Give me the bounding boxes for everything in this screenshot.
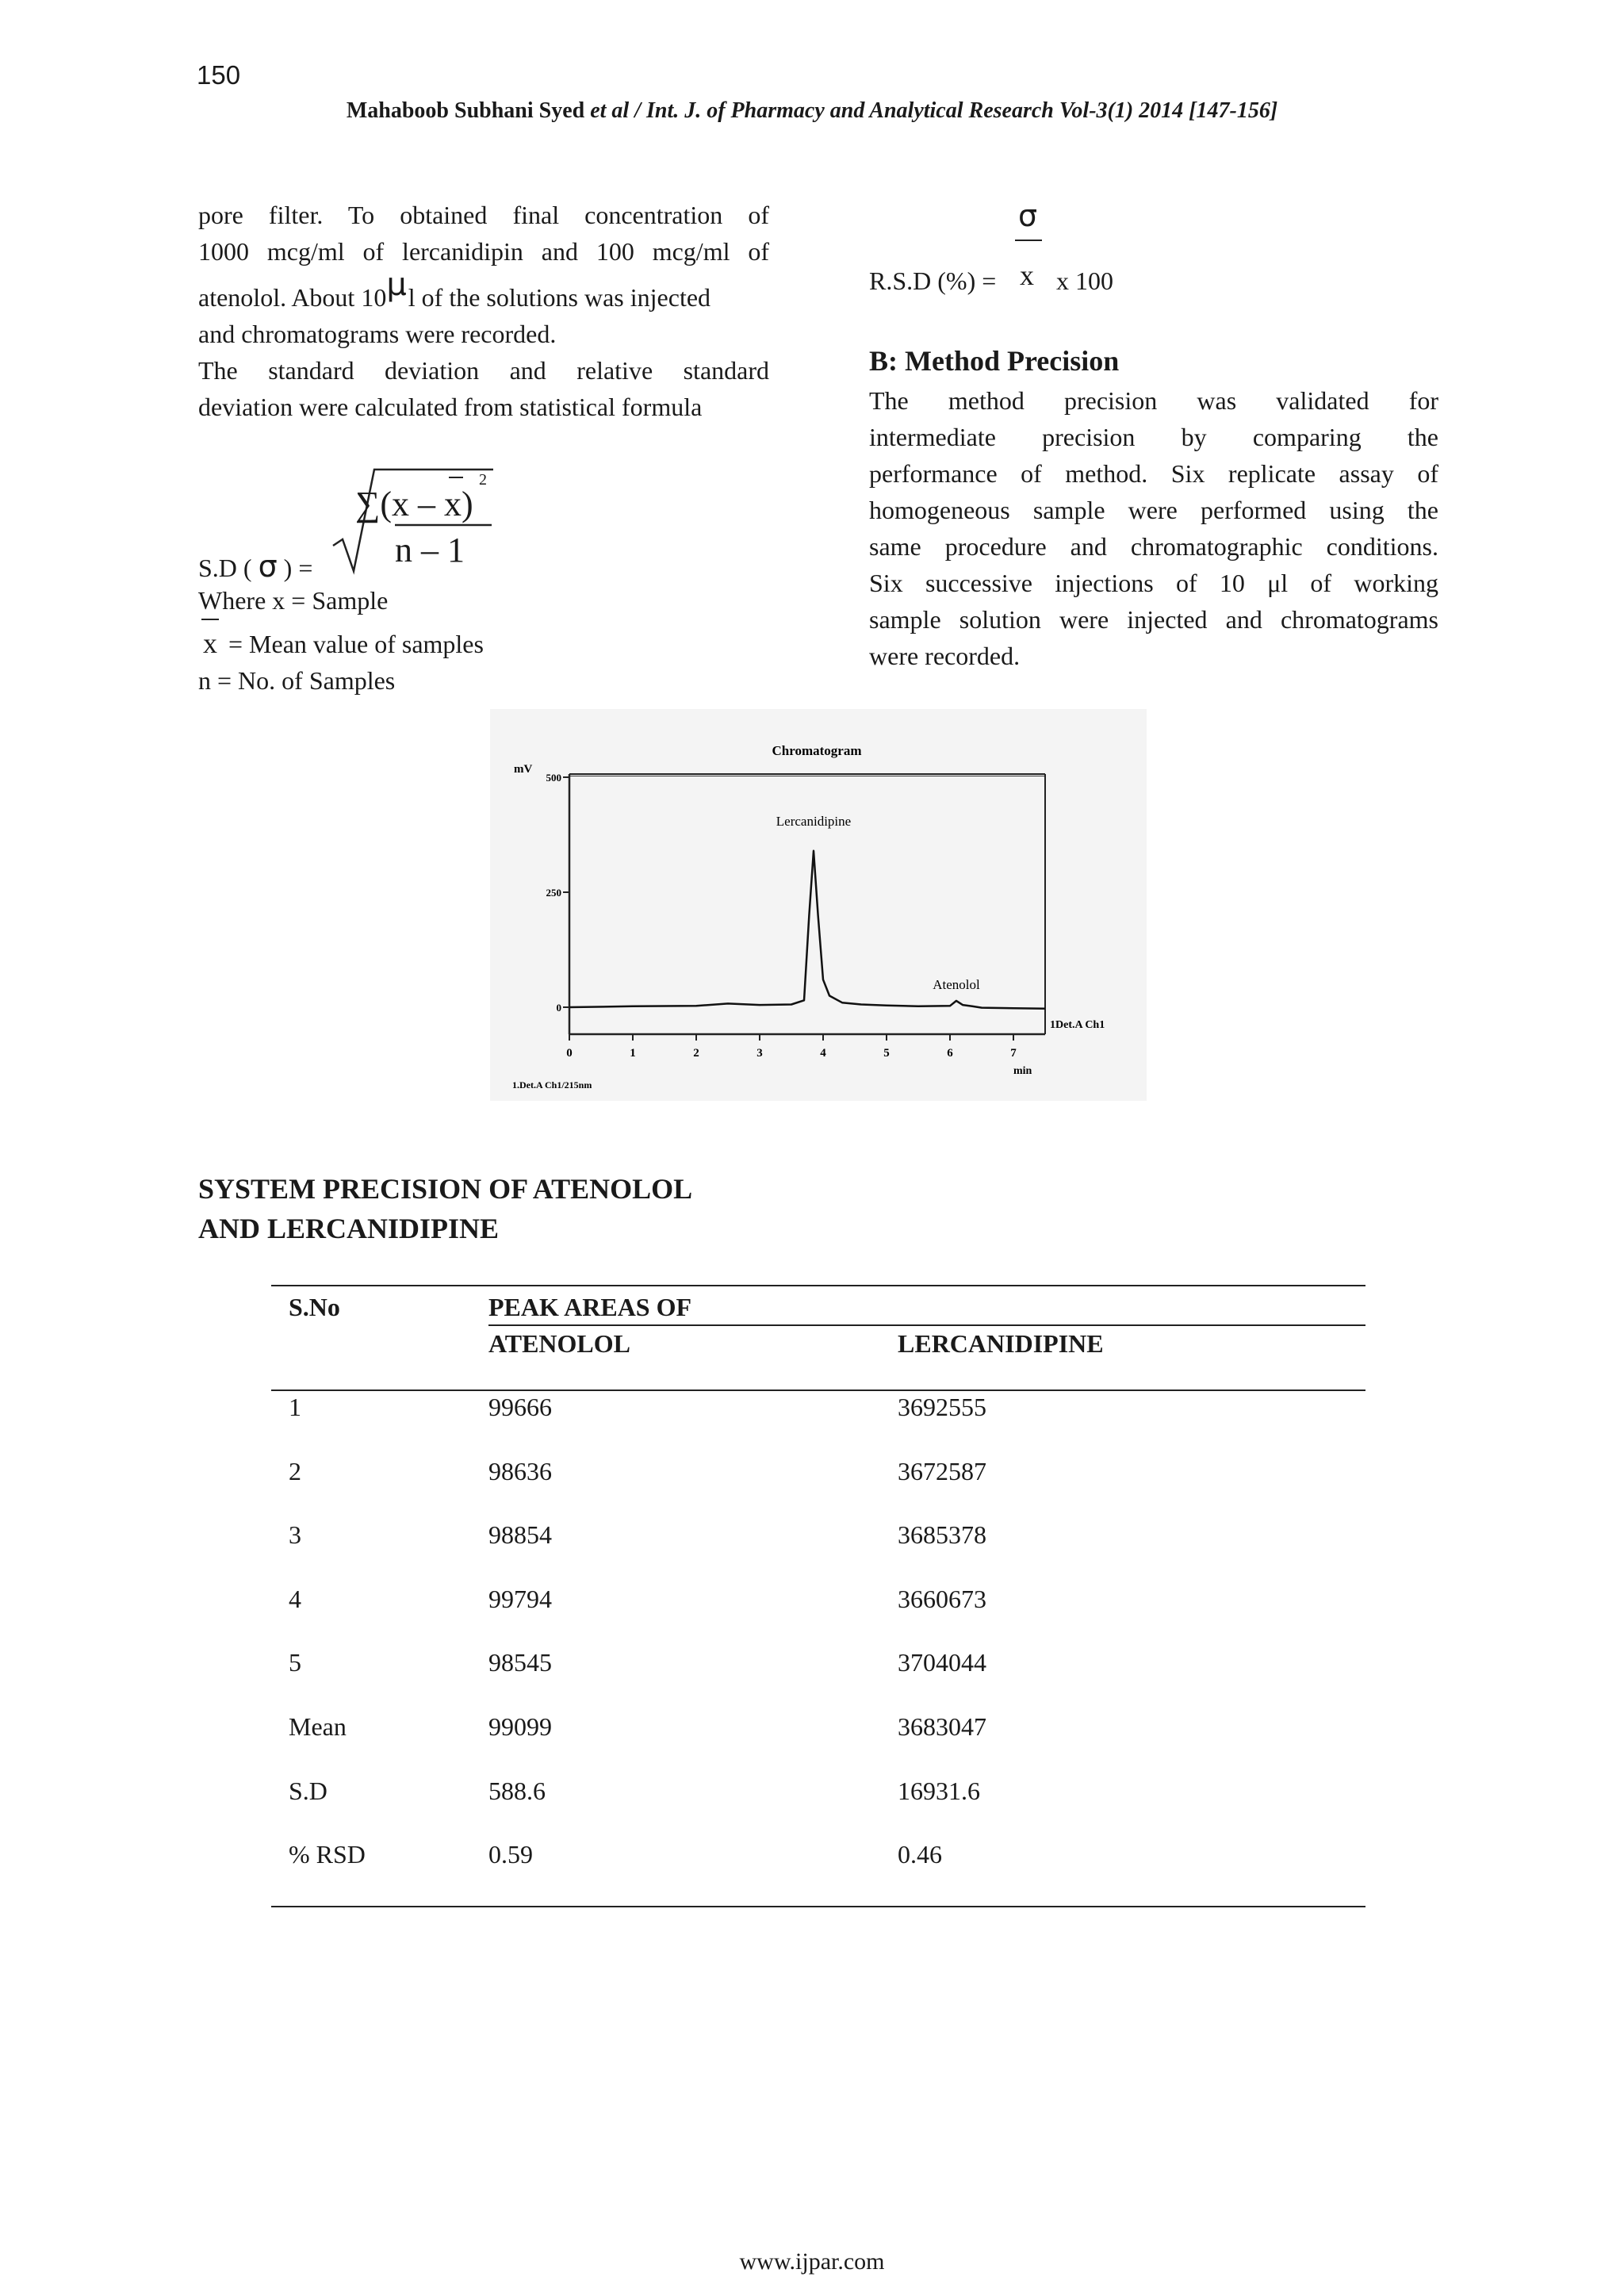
cell-atenolol: 99794 [488,1584,552,1613]
cell-sno: % RSD [289,1840,366,1869]
cell-sno: Mean [289,1711,347,1741]
cell-atenolol: 98854 [488,1520,552,1550]
mp-line-2: intermediate precision by comparing the [869,423,1438,451]
table-row [271,1711,1365,1775]
cell-sno: 5 [289,1648,301,1677]
cell-lercanidipine: 3692555 [898,1393,986,1421]
chart-ylabel: mV [514,763,533,776]
section-title-line-2: AND LERCANIDIPINE [198,1213,500,1244]
chart-bottom-label: 1.Det.A Ch1/215nm [512,1079,592,1091]
table-row [271,1775,1365,1839]
definitions [198,582,769,699]
running-head-author: Mahaboob Subhani Syed [346,98,585,123]
n-definition: n = No. of Samples [198,666,396,695]
mp-line-6: Six successive injections of 10 μl of working [869,569,1438,597]
xbar-symbol: x [203,625,217,661]
chart-background [490,709,1147,1101]
where-x: Where x = Sample [198,586,389,615]
y-tick-label: 250 [546,887,561,899]
footer-url: www.ijpar.com [739,2248,885,2275]
cell-lercanidipine: 16931.6 [898,1776,980,1805]
mp-line-5: same procedure and chromatographic conditions. [869,532,1438,561]
table-header-row-1 [271,1286,1365,1324]
left-line-1: pore filter. To obtained final concentration of [198,201,769,229]
left-line-4: and chromatograms were recorded. [198,320,557,348]
left-line-6: deviation were calculated from statistical formula [198,393,703,421]
cell-atenolol: 99099 [488,1711,552,1741]
table-row [271,1838,1365,1903]
rsd-label: R.S.D (%) = [869,266,997,295]
mp-line-3: performance of method. Six replicate assay of [869,459,1438,488]
rsd-x100: x 100 [1056,266,1113,295]
x-tick-label: 7 [1010,1047,1017,1060]
mu-symbol: μ [386,266,407,303]
left-line-5: The standard deviation and relative standard [198,356,769,385]
cell-lercanidipine: 3672587 [898,1456,986,1485]
chromatogram-figure [490,709,1147,1101]
sd-denominator: n – 1 [395,531,465,569]
xbar-definition: x = Mean value of samples [198,625,769,662]
cell-sno: 2 [289,1456,301,1485]
y-tick-label: 0 [556,1002,561,1014]
cell-lercanidipine: 3683047 [898,1711,986,1741]
mp-line-1: The method precision was validated for [869,386,1438,415]
cell-sno: 4 [289,1584,301,1613]
mp-line-4: homogeneous sample were performed using the [869,496,1438,524]
rsd-sigma-symbol: σ [1018,198,1038,233]
cell-lercanidipine: 0.46 [898,1840,942,1869]
table-bottom-rule [271,1906,1365,1907]
page-number: 150 [197,60,241,90]
cell-sno: S.D [289,1776,327,1805]
table-row [271,1519,1365,1583]
sd-formula [198,460,563,584]
cell-atenolol: 98545 [488,1648,552,1677]
table-row [271,1583,1365,1647]
rsd-x: x [1020,259,1034,291]
x-tick-label: 0 [566,1047,573,1060]
y-tick-label: 500 [546,772,561,784]
method-precision-paragraph [869,382,1438,674]
col-header-atenolol: ATENOLOL [488,1329,630,1358]
col-header-sno: S.No [289,1293,340,1321]
cell-lercanidipine: 3685378 [898,1520,986,1550]
table-row [271,1646,1365,1711]
cell-atenolol: 588.6 [488,1776,546,1805]
method-precision-heading: B: Method Precision [869,345,1120,377]
running-head [0,98,1624,124]
mp-line-7: sample solution were injected and chromatograms [869,605,1438,634]
x-tick-label: 1 [630,1047,636,1060]
cell-sno: 3 [289,1520,301,1550]
col-header-lercanidipine: LERCANIDIPINE [898,1329,1104,1358]
precision-table [271,1285,1365,1907]
section-title [198,1169,692,1248]
x-tick-label: 5 [883,1047,890,1060]
peak-label: Lercanidipine [776,813,852,829]
table-row [271,1391,1365,1455]
sd-exponent: 2 [479,471,487,489]
rsd-formula [869,198,1186,301]
x-tick-label: 4 [820,1047,826,1060]
col-header-group: PEAK AREAS OF [488,1293,692,1321]
peak-label: Atenolol [933,976,980,992]
cell-lercanidipine: 3704044 [898,1648,986,1677]
sd-numerator: ∑(x – x) [355,485,473,523]
chart-xlabel: min [1013,1065,1032,1077]
cell-atenolol: 99666 [488,1393,552,1421]
sd-label: S.D ( σ ) = [198,549,313,584]
running-head-journal: et al / Int. J. of Pharmacy and Analytical Research Vol-3(1) 2014 [147-156] [584,98,1278,123]
table-row [271,1455,1365,1520]
left-line-3: atenolol. About 10μl of the solutions was injected [198,266,711,312]
table-header-row-2 [271,1326,1365,1389]
chart-right-label: 1Det.A Ch1 [1050,1019,1105,1031]
mp-line-8: were recorded. [869,642,1021,670]
x-tick-label: 2 [693,1047,699,1060]
x-tick-label: 6 [947,1047,953,1060]
x-tick-label: 3 [756,1047,763,1060]
chart-title: Chromatogram [772,743,862,758]
cell-atenolol: 0.59 [488,1840,533,1869]
chromatogram-chart [490,709,1147,1101]
table-body [271,1391,1365,1903]
cell-atenolol: 98636 [488,1456,552,1485]
section-title-line-1: SYSTEM PRECISION OF ATENOLOL [198,1173,693,1205]
rsd-fraction-bar [1015,240,1042,241]
cell-sno: 1 [289,1393,301,1421]
sigma-symbol: σ [258,549,278,584]
left-column-text [198,197,769,425]
cell-lercanidipine: 3660673 [898,1584,986,1613]
left-line-2: 1000 mcg/ml of lercanidipin and 100 mcg/ml of [198,237,769,266]
